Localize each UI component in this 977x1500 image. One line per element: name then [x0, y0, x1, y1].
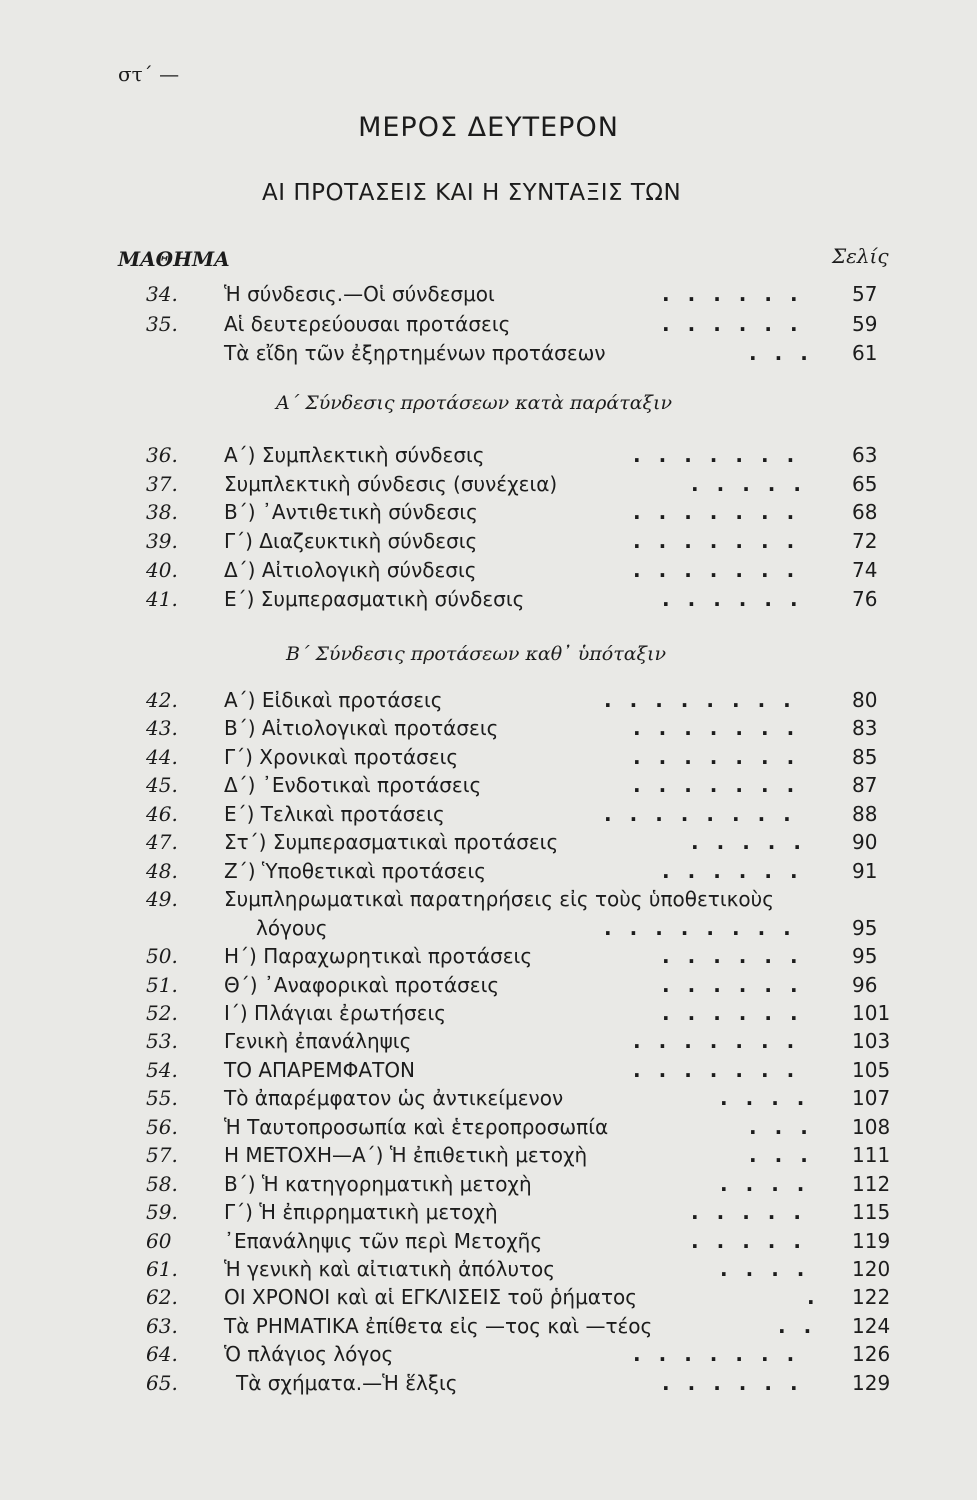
- leader-dots: .......: [633, 1057, 813, 1082]
- leader-dots: .....: [691, 830, 819, 855]
- lesson-number: 56.: [146, 1114, 178, 1139]
- toc-entry: [0, 859, 977, 889]
- lesson-title: Ὁ πλάγιος λόγος: [224, 1342, 394, 1367]
- lesson-number: 42.: [146, 688, 178, 712]
- lesson-number: 44.: [146, 744, 178, 769]
- lesson-number: 40.: [146, 557, 178, 582]
- toc-entry: [0, 716, 977, 746]
- lesson-number: 57.: [146, 1143, 178, 1168]
- lesson-title: Α΄) Συμπλεκτικὴ σύνδεσις: [224, 443, 485, 467]
- lesson-title: ᾿Επανάληψις τῶν περὶ Μετοχῆς: [224, 1228, 543, 1253]
- page-ref: 83: [852, 716, 878, 741]
- page-ref: 96: [852, 972, 878, 997]
- leader-dots: .....: [691, 1200, 819, 1225]
- toc-entry: [0, 944, 977, 974]
- toc-entry: [0, 1086, 977, 1116]
- toc-entry: [0, 1342, 977, 1372]
- toc-entry: [0, 1371, 977, 1401]
- leader-dots: ........: [604, 915, 809, 940]
- toc-entry: [0, 312, 977, 342]
- leader-dots: ....: [720, 1086, 823, 1111]
- lesson-title: Τὰ εἴδη τῶν ἐξηρτημένων προτάσεων: [224, 341, 606, 365]
- page-ref: 103: [852, 1029, 891, 1054]
- page-subtitle: ΑΙ ΠΡΟΤΑΣΕΙΣ ΚΑΙ Η ΣΥΝΤΑΞΙΣ ΤΩΝ: [262, 180, 682, 206]
- lesson-title: Αἱ δευτερεύουσαι προτάσεις: [224, 311, 511, 336]
- page-ref: 91: [852, 858, 878, 883]
- page-ref: 87: [852, 773, 878, 798]
- leader-dots: ......: [662, 1000, 816, 1025]
- toc-entry: [0, 1058, 977, 1088]
- page-ref: 85: [852, 744, 878, 769]
- lesson-number: 65.: [146, 1370, 178, 1395]
- lesson-number: 47.: [146, 830, 178, 855]
- lesson-title: Δ΄) Αἰτιολογικὴ σύνδεσις: [224, 557, 477, 582]
- toc-entry: [0, 773, 977, 803]
- page-ref: 61: [852, 341, 878, 365]
- lesson-title: Τὰ σχήματα.—Ἡ ἕλξις: [236, 1370, 458, 1395]
- lesson-number: 63.: [146, 1313, 178, 1338]
- leader-dots: .......: [633, 443, 813, 467]
- lesson-number: 49.: [146, 887, 178, 912]
- leader-dots: ......: [662, 858, 816, 883]
- lesson-title: Β΄) Αἰτιολογικαὶ προτάσεις: [224, 716, 499, 741]
- lesson-title: Δ΄) ᾿Ενδοτικαὶ προτάσεις: [224, 773, 482, 798]
- lesson-number: 39.: [146, 529, 178, 554]
- lesson-number: 34.: [146, 282, 178, 306]
- page-ref: 80: [852, 688, 878, 712]
- lesson-title: Θ΄) ᾿Αναφορικαὶ προτάσεις: [224, 972, 500, 997]
- leader-dots: ....: [720, 1171, 823, 1196]
- toc-entry: [0, 1001, 977, 1031]
- toc-entry: [0, 341, 977, 371]
- lesson-number: 53.: [146, 1029, 178, 1054]
- page-ref: 122: [852, 1285, 891, 1310]
- toc-entry: [0, 1229, 977, 1259]
- page-ref: 95: [852, 944, 878, 969]
- page-ref: 95: [852, 915, 878, 940]
- lesson-title: Β΄) ᾿Αντιθετικὴ σύνδεσις: [224, 500, 478, 525]
- toc-entry: [0, 802, 977, 832]
- lesson-title: ΟΙ ΧΡΟΝΟΙ καὶ αἱ ΕΓΚΛΙΣΕΙΣ τοῦ ῥήματος: [224, 1285, 638, 1310]
- page-number: στ΄ —: [118, 62, 180, 86]
- lesson-number: 55.: [146, 1086, 178, 1111]
- lesson-number: 54.: [146, 1057, 178, 1082]
- lesson-title: Ἡ γενικὴ καὶ αἰτιατικὴ ἀπόλυτος: [224, 1257, 556, 1281]
- toc-entry: [0, 973, 977, 1003]
- lesson-number: 36.: [146, 443, 178, 467]
- lesson-title: Ἡ Ταυτοπροσωπία καὶ ἑτεροπροσωπία: [224, 1114, 609, 1139]
- lesson-number: 59.: [146, 1200, 178, 1225]
- column-header-lesson: ΜΑΘΗΜΑ: [118, 247, 230, 271]
- lesson-title: Γ΄) Χρονικαὶ προτάσεις: [224, 744, 459, 769]
- lesson-title: Ε΄) Συμπερασματικὴ σύνδεσις: [224, 586, 525, 611]
- lesson-number: 46.: [146, 801, 178, 826]
- lesson-number: 43.: [146, 716, 178, 741]
- page-ref: 129: [852, 1370, 891, 1395]
- toc-entry: [0, 443, 977, 473]
- page-ref: 119: [852, 1228, 891, 1253]
- lesson-title: Η΄) Παραχωρητικαὶ προτάσεις: [224, 944, 533, 969]
- toc-entry: [0, 887, 977, 917]
- lesson-title: Ε΄) Τελικαὶ προτάσεις: [224, 801, 445, 826]
- lesson-title: Γ΄) Ἡ ἐπιρρηματικὴ μετοχὴ: [224, 1200, 498, 1225]
- section-heading-a: Α΄ Σύνδεσις προτάσεων κατὰ παράταξιν: [276, 392, 673, 414]
- leader-dots: ......: [662, 972, 816, 997]
- toc-entry: [0, 1257, 977, 1287]
- toc-entry: [0, 745, 977, 775]
- toc-entry: [0, 1314, 977, 1344]
- lesson-number: 60: [146, 1228, 172, 1253]
- page-ref: 63: [852, 443, 878, 467]
- lesson-number: 41.: [146, 586, 178, 611]
- lesson-number: 38.: [146, 500, 178, 525]
- toc-entry: [0, 916, 977, 946]
- leader-dots: ......: [662, 311, 816, 336]
- page-ref: 90: [852, 830, 878, 855]
- lesson-title: Συμπληρωματικαὶ παρατηρήσεις εἰς τοὺς ὑποθετικοὺς: [224, 887, 774, 912]
- lesson-title: Γενικὴ ἐπανάληψις: [224, 1029, 412, 1054]
- lesson-number: 64.: [146, 1342, 178, 1367]
- leader-dots: .......: [633, 1029, 813, 1054]
- leader-dots: ........: [604, 688, 809, 712]
- leader-dots: .....: [691, 471, 819, 496]
- leader-dots: .: [807, 1285, 833, 1310]
- lesson-title: Στ΄) Συμπερασματικαὶ προτάσεις: [224, 830, 559, 855]
- column-header-page: Σελίς: [832, 244, 889, 268]
- section-heading-b: Β΄ Σύνδεσις προτάσεων καθ᾿ ὑπόταξιν: [286, 643, 667, 665]
- toc-entry: [0, 529, 977, 559]
- lesson-title: Η ΜΕΤΟΧΗ—Α΄) Ἡ ἐπιθετικὴ μετοχὴ: [224, 1143, 588, 1168]
- lesson-title: Τὸ ἀπαρέμφατον ὡς ἀντικείμενον: [224, 1086, 564, 1111]
- toc-entry: [0, 1172, 977, 1202]
- lesson-title: λόγους: [256, 915, 328, 940]
- toc-entry: [0, 688, 977, 718]
- lesson-title: Γ΄) Διαζευκτικὴ σύνδεσις: [224, 529, 478, 554]
- page-ref: 115: [852, 1200, 891, 1225]
- lesson-title: Ι΄) Πλάγιαι ἐρωτήσεις: [224, 1000, 446, 1025]
- leader-dots: ...: [749, 1114, 826, 1139]
- leader-dots: ...: [749, 341, 826, 365]
- lesson-title: Α΄) Εἰδικαὶ προτάσεις: [224, 688, 443, 712]
- lesson-number: 61.: [146, 1257, 178, 1281]
- page-ref: 111: [852, 1143, 891, 1168]
- leader-dots: ........: [604, 801, 809, 826]
- page-ref: 120: [852, 1257, 891, 1281]
- page-ref: 68: [852, 500, 878, 525]
- page-ref: 59: [852, 311, 878, 336]
- leader-dots: .......: [633, 773, 813, 798]
- page-ref: 112: [852, 1171, 891, 1196]
- page-ref: 107: [852, 1086, 891, 1111]
- leader-dots: .....: [691, 1228, 819, 1253]
- leader-dots: ......: [662, 1370, 816, 1395]
- toc-entry: [0, 1143, 977, 1173]
- toc-entry: [0, 587, 977, 617]
- lesson-title: Β΄) Ἡ κατηγορηματικὴ μετοχὴ: [224, 1171, 532, 1196]
- leader-dots: ..: [778, 1313, 830, 1338]
- page-ref: 72: [852, 529, 878, 554]
- lesson-title: ΤΟ ΑΠΑΡΕΜΦΑΤΟΝ: [224, 1057, 416, 1082]
- page-ref: 65: [852, 471, 878, 496]
- lesson-title: Ζ΄) Ὑποθετικαὶ προτάσεις: [224, 858, 486, 883]
- leader-dots: .......: [633, 1342, 813, 1367]
- lesson-title: Συμπλεκτικὴ σύνδεσις (συνέχεια): [224, 471, 558, 496]
- toc-entry: [0, 472, 977, 502]
- leader-dots: ......: [662, 944, 816, 969]
- toc-entry: [0, 558, 977, 588]
- page-ref: 124: [852, 1313, 891, 1338]
- leader-dots: ......: [662, 282, 816, 306]
- toc-entry: [0, 1029, 977, 1059]
- lesson-number: 62.: [146, 1285, 178, 1310]
- leader-dots: ...: [749, 1143, 826, 1168]
- lesson-number: 45.: [146, 773, 178, 798]
- leader-dots: .......: [633, 529, 813, 554]
- page-ref: 76: [852, 586, 878, 611]
- leader-dots: ......: [662, 586, 816, 611]
- page-title: ΜΕΡΟΣ ΔΕΥΤΕΡΟΝ: [358, 112, 619, 143]
- leader-dots: .......: [633, 716, 813, 741]
- lesson-number: 50.: [146, 944, 178, 969]
- lesson-number: 51.: [146, 972, 178, 997]
- page-ref: 74: [852, 557, 878, 582]
- leader-dots: .......: [633, 500, 813, 525]
- toc-entry: [0, 500, 977, 530]
- lesson-number: 52.: [146, 1000, 178, 1025]
- leader-dots: ....: [720, 1257, 823, 1281]
- leader-dots: .......: [633, 744, 813, 769]
- page-ref: 57: [852, 282, 878, 306]
- toc-entry: [0, 282, 977, 312]
- lesson-number: 58.: [146, 1171, 178, 1196]
- toc-entry: [0, 830, 977, 860]
- lesson-number: 37.: [146, 471, 178, 496]
- page-ref: 105: [852, 1057, 891, 1082]
- lesson-number: 48.: [146, 858, 178, 883]
- toc-entry: [0, 1200, 977, 1230]
- toc-entry: [0, 1285, 977, 1315]
- page-ref: 101: [852, 1000, 891, 1025]
- leader-dots: .......: [633, 557, 813, 582]
- lesson-number: 35.: [146, 311, 178, 336]
- page-ref: 126: [852, 1342, 891, 1367]
- page-ref: 88: [852, 801, 878, 826]
- lesson-title: Ἡ σύνδεσις.—Οἱ σύνδεσμοι: [224, 282, 495, 306]
- page-ref: 108: [852, 1114, 891, 1139]
- toc-entry: [0, 1115, 977, 1145]
- lesson-title: Τὰ ΡΗΜΑΤΙΚΑ ἐπίθετα εἰς —τος καὶ —τέος: [224, 1313, 653, 1338]
